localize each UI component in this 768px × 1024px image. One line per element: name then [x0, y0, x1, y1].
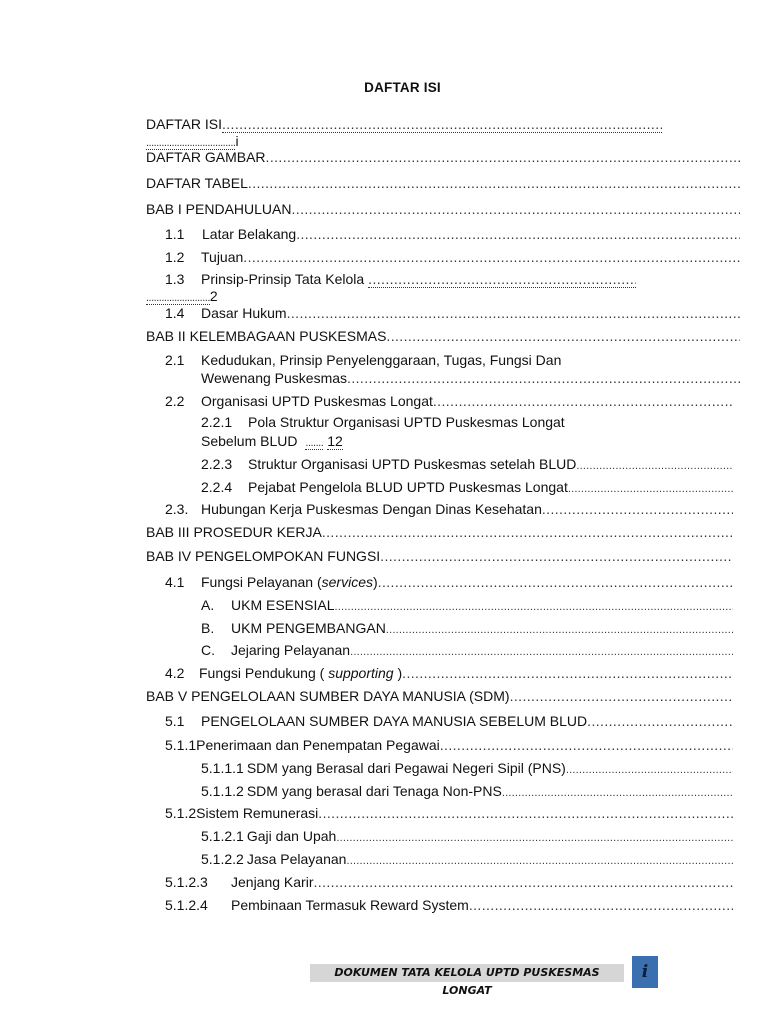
- toc-entry-label: SDM yang berasal dari Tenaga Non-PNS: [246, 783, 502, 799]
- toc-entry-label: Jasa Pelayanan: [246, 851, 347, 867]
- toc-entry[interactable]: [165, 305, 740, 325]
- toc-entry[interactable]: [165, 352, 740, 372]
- toc-entry[interactable]: [146, 688, 733, 708]
- leader-dots: [440, 737, 733, 753]
- toc-entry-label: Fungsi Pelayanan (services): [201, 574, 378, 590]
- toc-entry-continuation: [201, 370, 740, 390]
- toc-entry-number: 1.2: [165, 249, 185, 265]
- leader-dots: [502, 783, 733, 799]
- toc-entry[interactable]: [201, 851, 733, 871]
- toc-entry[interactable]: [165, 897, 733, 917]
- toc-entry-label: SDM yang Berasal dari Pegawai Negeri Sipil (PNS): [246, 760, 566, 776]
- toc-entry-label: Tujuan: [201, 249, 244, 265]
- toc-entry-label: Organisasi UPTD Puskesmas Longat: [201, 393, 433, 409]
- toc-entry-label: Dasar Hukum: [201, 305, 287, 321]
- toc-entry[interactable]: [201, 456, 733, 476]
- leader-dots: [314, 874, 734, 890]
- toc-entry-label: Kedudukan, Prinsip Penyelenggaraan, Tugas, Fungsi Dan: [201, 352, 562, 368]
- leader-dots: [402, 665, 733, 681]
- leader-dots: [568, 479, 733, 495]
- toc-entry-label: Hubungan Kerja Puskesmas Dengan Dinas Kesehatan: [201, 501, 542, 517]
- toc-entry[interactable]: [165, 805, 733, 825]
- toc-entry-label: Jejaring Pelayanan: [231, 642, 351, 658]
- toc-entry[interactable]: [201, 642, 733, 662]
- toc-entry-number: 2.1: [165, 352, 185, 368]
- toc-entry-label: DAFTAR ISI: [146, 116, 222, 132]
- toc-entry-label: Pola Struktur Organisasi UPTD Puskesmas Longat: [248, 414, 565, 430]
- leader-dots: [248, 175, 740, 191]
- toc-entry-number: 1.1: [165, 226, 185, 242]
- leader-dots: [266, 149, 740, 165]
- toc-entry[interactable]: [201, 620, 733, 640]
- toc-entry[interactable]: [201, 479, 733, 499]
- toc-entry-number: 5.1.2.1: [201, 828, 244, 844]
- toc-entry[interactable]: [201, 828, 733, 848]
- footer-document-title: DOKUMEN TATA KELOLA UPTD PUSKESMAS LONGAT: [310, 964, 624, 982]
- leader-dots: [318, 805, 733, 821]
- leader-dots: [336, 828, 733, 844]
- toc-entry-number: 5.1.2.3: [165, 874, 208, 890]
- leader-dots: [386, 328, 740, 344]
- toc-entry[interactable]: [165, 665, 733, 685]
- leader-dots: [287, 305, 740, 321]
- toc-entry-label: UKM PENGEMBANGAN: [231, 620, 386, 636]
- toc-entry-page: 2: [209, 288, 218, 304]
- toc-entry-label: Wewenang Puskesmas: [201, 370, 348, 386]
- toc-entry[interactable]: [165, 271, 740, 291]
- leader-dots: [587, 713, 733, 729]
- leader-dots: [222, 116, 662, 133]
- leader-dots: [433, 393, 733, 409]
- toc-entry[interactable]: [146, 175, 740, 195]
- toc-entry-number: 1.3: [165, 271, 185, 287]
- toc-entry-label: DAFTAR GAMBAR: [146, 149, 266, 165]
- leader-dots: [350, 642, 733, 658]
- leader-dots: [469, 897, 733, 913]
- toc-entry-label: Prinsip-Prinsip Tata Kelola: [201, 271, 365, 287]
- toc-entry-label: Fungsi Pendukung ( supporting ): [199, 665, 403, 681]
- toc-entry-label: Pembinaan Termasuk Reward System: [231, 897, 469, 913]
- toc-entry-continuation: [146, 133, 239, 150]
- toc-entry[interactable]: [146, 548, 733, 568]
- leader-dots: [368, 271, 636, 288]
- toc-entry-number: 5.1.1: [165, 737, 197, 753]
- toc-entry-page: i: [235, 133, 239, 149]
- leader-dots: [346, 851, 733, 867]
- toc-entry-label: Latar Belakang: [202, 226, 297, 242]
- toc-entry-continuation: [201, 433, 343, 450]
- toc-entry[interactable]: [165, 737, 733, 757]
- leader-dots: [542, 501, 733, 517]
- toc-entry-number: 5.1.2: [165, 805, 197, 821]
- toc-entry-label: Penerimaan dan Penempatan Pegawai: [196, 737, 440, 753]
- leader-dots: [291, 201, 740, 217]
- toc-entry-number: 2.2.1: [201, 414, 233, 430]
- leader-dots: [378, 574, 733, 590]
- toc-entry[interactable]: [146, 149, 740, 169]
- toc-entry-label: Gaji dan Upah: [246, 828, 337, 844]
- toc-entry-number: B.: [201, 620, 215, 636]
- toc-entry[interactable]: [146, 201, 740, 221]
- toc-entry-number: 4.1: [165, 574, 185, 590]
- toc-entry-label: Sistem Remunerasi: [196, 805, 319, 821]
- toc-entry[interactable]: [165, 713, 733, 733]
- leader-dots: [334, 597, 733, 613]
- leader-dots: [510, 688, 733, 704]
- toc-entry[interactable]: [165, 393, 733, 413]
- toc-entry-label: Sebelum BLUD: [201, 433, 298, 449]
- leader-dots: ...................................: [146, 137, 236, 149]
- toc-entry-number: 4.2: [165, 665, 185, 681]
- toc-entry[interactable]: [165, 249, 740, 269]
- toc-entry-number: 1.4: [165, 305, 185, 321]
- leader-dots: [576, 456, 733, 472]
- leader-dots: [347, 370, 740, 386]
- toc-entry-continuation: [146, 288, 218, 305]
- toc-entry[interactable]: [201, 414, 733, 434]
- toc-entry-number: 2.2: [165, 393, 185, 409]
- toc-entry[interactable]: [146, 524, 733, 544]
- leader-dots: [296, 226, 740, 242]
- toc-entry-number: 2.2.3: [201, 456, 233, 472]
- toc-entry[interactable]: [165, 574, 733, 594]
- toc-entry[interactable]: [165, 226, 740, 246]
- toc-entry-label: DAFTAR TABEL: [146, 175, 248, 191]
- toc-entry-number: A.: [201, 597, 215, 613]
- leader-dots: [243, 249, 740, 265]
- page-title: DAFTAR ISI: [364, 80, 441, 95]
- toc-entry-label: Pejabat Pengelola BLUD UPTD Puskesmas Longat: [248, 479, 568, 495]
- toc-entry-number: 5.1.1.1: [201, 760, 244, 776]
- toc-entry-page: 12: [327, 433, 343, 449]
- leader-dots: .........................: [146, 292, 210, 304]
- toc-entry-label: BAB IV PENGELOMPOKAN FUNGSI: [146, 548, 381, 564]
- toc-entry-number: 5.1.2.2: [201, 851, 244, 867]
- toc-entry-number: 5.1.2.4: [165, 897, 208, 913]
- toc-entry-number: C.: [201, 642, 215, 658]
- toc-entry-label: BAB I PENDAHULUAN: [146, 201, 292, 217]
- toc-entry-label: Struktur Organisasi UPTD Puskesmas setelah BLUD: [248, 456, 577, 472]
- toc-entry-number: 2.2.4: [201, 479, 233, 495]
- toc-entry-label: Jenjang Karir: [231, 874, 314, 890]
- toc-entry-number: 5.1.1.2: [201, 783, 244, 799]
- toc-entry-number: 5.1: [165, 713, 185, 729]
- toc-entry-number: 2.3.: [165, 501, 189, 517]
- toc-entry-label: BAB II KELEMBAGAAN PUSKESMAS: [146, 328, 387, 344]
- toc-entry[interactable]: [165, 874, 733, 894]
- toc-entry-label: BAB V PENGELOLAAN SUMBER DAYA MANUSIA (SDM): [146, 688, 510, 704]
- footer-page-number: i: [632, 956, 658, 988]
- toc-entry-label: BAB III PROSEDUR KERJA: [146, 524, 322, 540]
- leader-dots: [380, 548, 733, 564]
- toc-entry-label: UKM ESENSIAL: [231, 597, 335, 613]
- leader-dots: .......: [305, 437, 324, 449]
- toc-entry[interactable]: [201, 760, 733, 780]
- leader-dots: [566, 760, 733, 776]
- toc-entry[interactable]: [146, 328, 740, 348]
- toc-entry-label: PENGELOLAAN SUMBER DAYA MANUSIA SEBELUM BLUD: [201, 713, 588, 729]
- toc-entry[interactable]: [201, 597, 733, 617]
- leader-dots: [386, 620, 733, 636]
- toc-entry[interactable]: [165, 501, 733, 521]
- leader-dots: [322, 524, 733, 540]
- toc-entry[interactable]: [201, 783, 733, 803]
